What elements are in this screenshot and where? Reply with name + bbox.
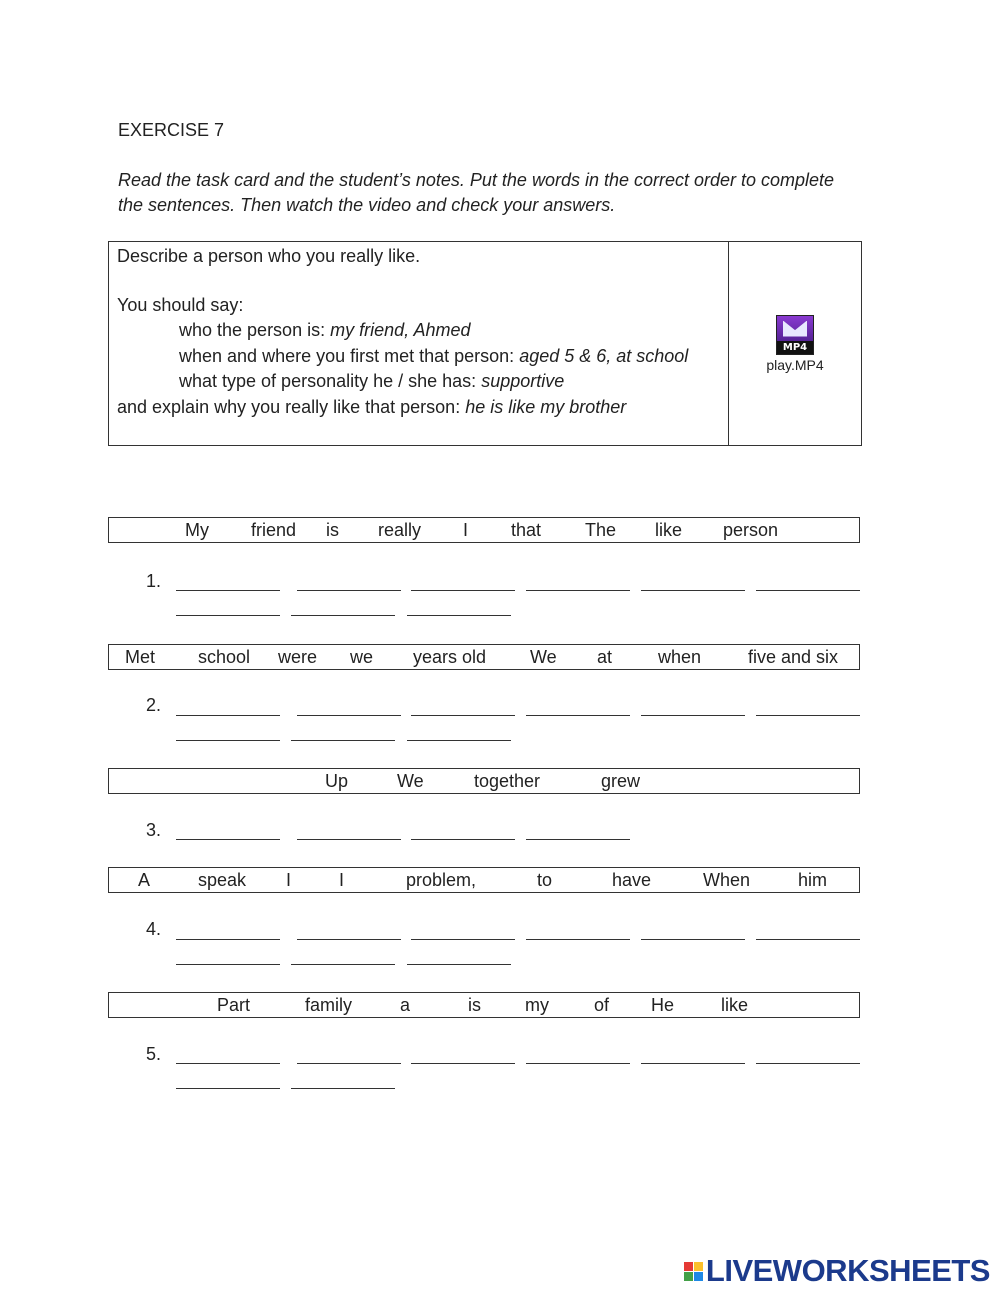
word-bank-4 [108, 867, 860, 893]
answer-blank[interactable] [641, 939, 745, 940]
answer-blank[interactable] [176, 590, 280, 591]
answer-blank[interactable] [411, 590, 515, 591]
answer-blank[interactable] [297, 939, 401, 940]
logo-square [694, 1262, 703, 1271]
word-tile[interactable]: I [286, 870, 292, 890]
word-tile[interactable]: person [723, 520, 779, 540]
liveworksheets-logo [684, 1253, 990, 1289]
word-tile[interactable]: five and six [748, 647, 839, 667]
answer-blank[interactable] [641, 590, 745, 591]
logo-square [684, 1272, 693, 1281]
word-tile[interactable]: I [463, 520, 469, 540]
answer-blank[interactable] [756, 1063, 860, 1064]
word-tile[interactable]: when [658, 647, 702, 667]
word-tile[interactable]: grew [601, 771, 641, 791]
word-tile[interactable]: have [612, 870, 652, 890]
answer-blank[interactable] [526, 839, 630, 840]
answer-blank[interactable] [291, 964, 395, 965]
video-player[interactable] [729, 242, 861, 445]
answer-blank[interactable] [526, 590, 630, 591]
word-tile[interactable]: My [185, 520, 209, 540]
exercise-title: EXERCISE 7 [118, 120, 225, 140]
word-tile[interactable]: really [378, 520, 422, 540]
answer-blank[interactable] [176, 964, 280, 965]
answer-blank[interactable] [291, 740, 395, 741]
answer-blank[interactable] [526, 939, 630, 940]
answer-blank[interactable] [411, 939, 515, 940]
logo-square [684, 1262, 693, 1271]
answer-blank[interactable] [176, 740, 280, 741]
answer-blank[interactable] [176, 715, 280, 716]
task-bullet: when and where you first met that person: aged 5 & 6, at school [179, 345, 689, 366]
word-tile[interactable]: When [703, 870, 751, 890]
answer-blank[interactable] [641, 715, 745, 716]
video-label[interactable]: play.MP4 [766, 356, 824, 373]
word-tile[interactable]: a [400, 995, 411, 1015]
word-bank-3 [108, 768, 860, 794]
answer-blank[interactable] [291, 615, 395, 616]
answer-blank[interactable] [297, 715, 401, 716]
answer-blank[interactable] [411, 1063, 515, 1064]
answer-blank[interactable] [297, 1063, 401, 1064]
video-envelope [783, 321, 807, 337]
word-tile[interactable]: The [585, 520, 617, 540]
task-bullet: who the person is: my friend, Ahmed [179, 320, 471, 340]
answer-blank[interactable] [756, 715, 860, 716]
answer-blank[interactable] [407, 740, 511, 741]
answer-blank[interactable] [176, 615, 280, 616]
task-card-text [109, 242, 729, 445]
answer-blank[interactable] [176, 1088, 280, 1089]
answer-blank[interactable] [526, 1063, 630, 1064]
answer-blank[interactable] [176, 1063, 280, 1064]
question-number: 5. [146, 1044, 162, 1064]
task-line: Describe a person who you really like. [117, 246, 421, 266]
answer-blank[interactable] [176, 839, 280, 840]
question-number: 4. [146, 919, 162, 939]
word-tile[interactable]: is [326, 520, 339, 540]
word-tile[interactable]: He [651, 995, 675, 1015]
video-file-icon[interactable] [776, 315, 814, 355]
word-tile[interactable]: together [474, 771, 541, 791]
word-tile[interactable]: school [198, 647, 251, 667]
question-number: 2. [146, 695, 162, 715]
answer-blank[interactable] [291, 1088, 395, 1089]
task-bullet: what type of personality he / she has: supportive [179, 371, 565, 391]
question-number: 1. [146, 571, 162, 591]
video-icon-label: MP4 [777, 341, 813, 354]
word-tile[interactable]: were [278, 647, 318, 667]
word-tile[interactable]: we [350, 647, 374, 667]
word-tile[interactable]: We [530, 647, 557, 667]
answer-blank[interactable] [756, 590, 860, 591]
answer-blank[interactable] [407, 964, 511, 965]
logo-square [694, 1272, 703, 1281]
word-tile[interactable]: of [594, 995, 610, 1015]
word-tile[interactable]: Met [125, 647, 156, 667]
word-bank-5 [108, 992, 860, 1018]
word-tile[interactable]: problem, [406, 870, 477, 890]
word-bank-1 [108, 517, 860, 543]
answer-blank[interactable] [641, 1063, 745, 1064]
word-tile[interactable]: Part [217, 995, 251, 1015]
word-tile[interactable]: Up [325, 771, 349, 791]
task-bullet: and explain why you really like that person: he is like my brother [117, 396, 627, 417]
answer-blank[interactable] [411, 839, 515, 840]
word-tile[interactable]: speak [198, 870, 247, 890]
task-line: You should say: [117, 294, 244, 315]
logo-icon [684, 1262, 703, 1281]
spacer [117, 270, 720, 293]
word-tile[interactable]: my [525, 995, 549, 1015]
word-tile[interactable]: like [655, 520, 683, 540]
word-tile[interactable]: years old [413, 647, 487, 667]
word-tile[interactable]: is [468, 995, 481, 1015]
word-tile[interactable]: him [798, 870, 828, 890]
word-tile[interactable]: family [305, 995, 353, 1015]
answer-blank[interactable] [176, 939, 280, 940]
task-card [108, 241, 862, 446]
word-tile[interactable]: at [597, 647, 613, 667]
word-tile[interactable]: that [511, 520, 542, 540]
word-tile[interactable]: We [397, 771, 424, 791]
answer-blank[interactable] [407, 615, 511, 616]
answer-blank[interactable] [526, 715, 630, 716]
answer-blank[interactable] [756, 939, 860, 940]
answer-blank[interactable] [297, 839, 401, 840]
word-tile[interactable]: I [339, 870, 345, 890]
word-bank-2 [108, 644, 860, 670]
word-tile[interactable]: A [138, 870, 151, 890]
question-number: 3. [146, 820, 162, 840]
word-tile[interactable]: like [721, 995, 749, 1015]
answer-blank[interactable] [411, 715, 515, 716]
word-tile[interactable]: friend [251, 520, 297, 540]
word-tile[interactable]: to [537, 870, 553, 890]
instructions: Read the task card and the student’s notes. Put the words in the correct order to complete the sentences. Then watch the video and check your answers. [118, 170, 835, 215]
logo-text: LIVEWORKSHEETS [705, 1253, 990, 1288]
answer-blank[interactable] [297, 590, 401, 591]
